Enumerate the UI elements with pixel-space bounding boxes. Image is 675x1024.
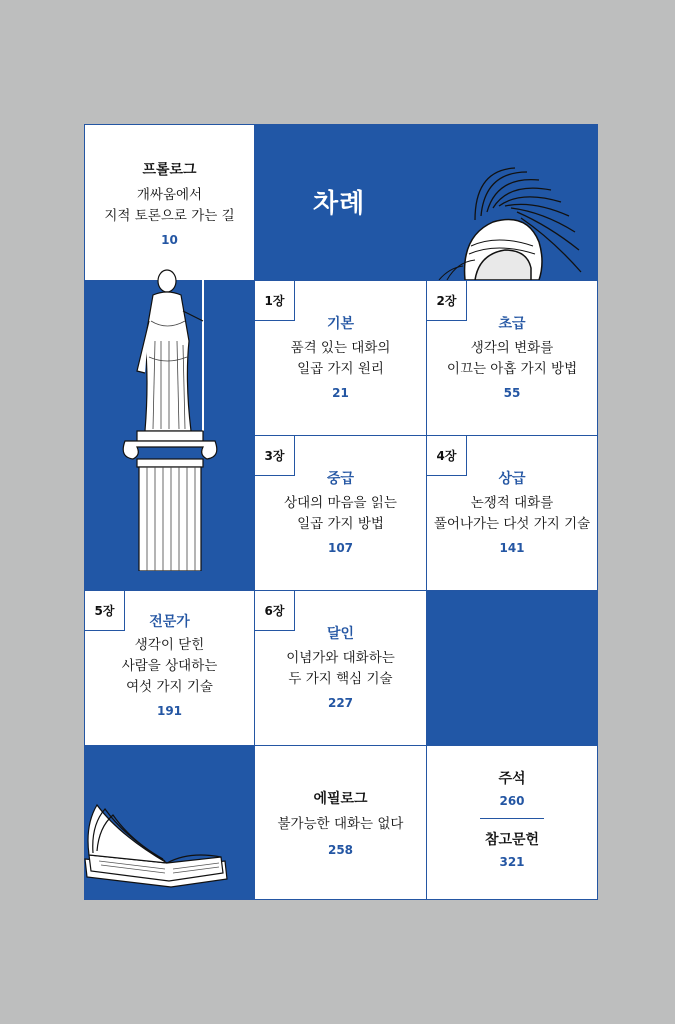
prologue-line-1: 개싸움에서 (136, 187, 203, 203)
epilogue-cell[interactable] (255, 746, 427, 899)
prologue-line-2: 지적 토론으로 가는 길 (104, 208, 235, 224)
page-title: 차례 (313, 189, 366, 219)
chapter-4-line-1: 논쟁적 대화를 (470, 495, 554, 511)
chapter-4-title: 상급 (498, 471, 526, 487)
chapter-6-badge: 6장 (255, 591, 295, 631)
chapter-3-line-2: 일곱 가지 방법 (297, 516, 384, 532)
chapter-5-line-2: 사람을 상대하는 (121, 658, 218, 674)
chapter-3-page: 107 (327, 541, 354, 555)
chapter-5-badge: 5장 (85, 591, 125, 631)
notes-page: 260 (499, 794, 525, 808)
section-divider (480, 818, 544, 819)
chapter-2-line-2: 이끄는 아홉 가지 방법 (446, 361, 578, 377)
chapter-4-line-2: 풀어나가는 다섯 가지 기술 (433, 516, 591, 532)
chapter-3-cell[interactable] (255, 436, 427, 591)
chapter-5-page: 191 (156, 704, 183, 718)
chapter-1-page: 21 (332, 386, 349, 400)
book-panel (85, 746, 255, 899)
chapter-1-title: 기본 (326, 316, 355, 332)
title-panel (255, 125, 597, 281)
prologue-page: 10 (161, 233, 178, 247)
notes-heading[interactable]: 주석 (498, 771, 526, 787)
chapter-4-badge: 4장 (427, 436, 467, 476)
chapter-6-line-1: 이념가와 대화하는 (286, 650, 395, 666)
chapter-6-line-2: 두 가지 핵심 기술 (288, 671, 393, 687)
chapter-3-title: 중급 (326, 471, 355, 487)
chapter-6-page: 227 (327, 696, 354, 710)
chapter-6-title: 달인 (326, 626, 355, 642)
chapter-5-cell[interactable] (85, 591, 255, 746)
blank-blue-panel (427, 591, 597, 746)
chapter-1-badge: 1장 (255, 281, 295, 321)
chapter-6-cell[interactable] (255, 591, 427, 746)
prologue-heading: 프롤로그 (142, 162, 197, 178)
chapter-4-cell[interactable] (427, 436, 597, 591)
chapter-1-cell[interactable] (255, 281, 427, 436)
chapter-1-line-1: 품격 있는 대화의 (290, 340, 391, 356)
chapter-2-badge: 2장 (427, 281, 467, 321)
chapter-2-page: 55 (503, 386, 521, 400)
open-book-icon (79, 795, 229, 895)
chapter-4-page: 141 (499, 541, 525, 555)
chapter-5-line-1: 생각이 닫힌 (134, 637, 205, 653)
epilogue-heading: 에필로그 (313, 791, 368, 807)
references-page: 321 (499, 855, 525, 869)
chapter-2-line-1: 생각의 변화를 (470, 340, 554, 356)
greek-helmet-icon (435, 150, 585, 280)
epilogue-page: 258 (327, 843, 354, 857)
chapter-2-cell[interactable] (427, 281, 597, 436)
table-of-contents (84, 124, 598, 900)
chapter-2-title: 초급 (498, 316, 526, 332)
chapter-5-title: 전문가 (149, 614, 190, 630)
references-heading[interactable]: 참고문헌 (484, 832, 540, 848)
chapter-1-line-2: 일곱 가지 원리 (297, 361, 384, 377)
chapter-5-line-3: 여섯 가지 기술 (126, 679, 213, 695)
notes-references-cell (427, 746, 597, 899)
statue-panel (85, 281, 255, 591)
athena-statue-icon (119, 261, 229, 571)
chapter-3-badge: 3장 (255, 436, 295, 476)
chapter-3-line-1: 상대의 마음을 읽는 (284, 495, 397, 511)
prologue-cell[interactable] (85, 125, 255, 281)
epilogue-line-1: 불가능한 대화는 없다 (277, 816, 404, 832)
